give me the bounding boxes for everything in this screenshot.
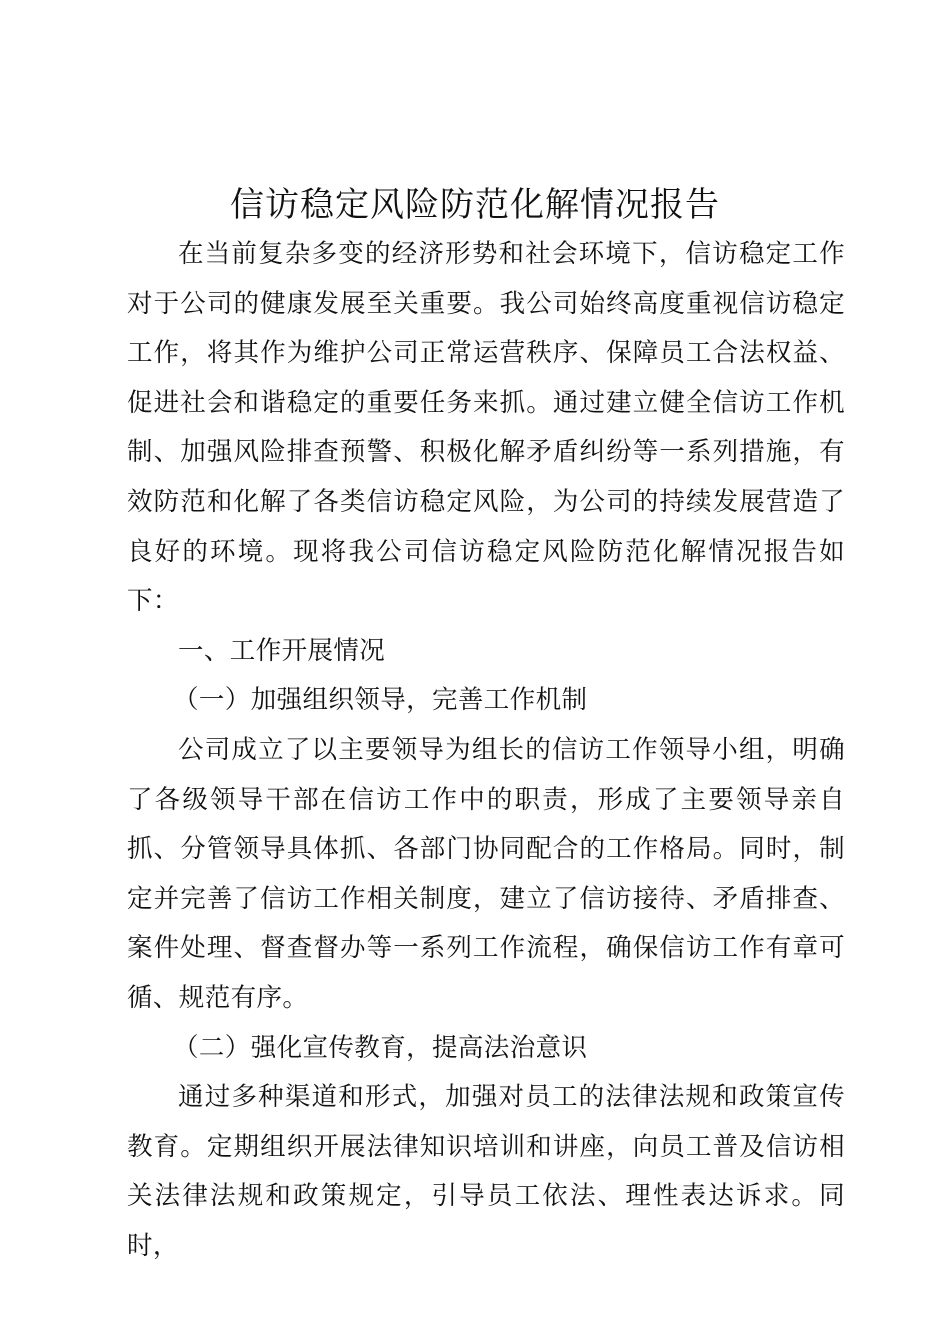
subsection-heading-2: （二）强化宣传教育，提高法治意识	[173, 1032, 588, 1063]
section-heading-1: 一、工作开展情况	[178, 635, 386, 666]
subsection-heading-1: （一）加强组织领导，完善工作机制	[173, 685, 588, 716]
document-body	[127, 230, 845, 1271]
subsection-1-paragraph: 公司成立了以主要领导为组长的信访工作领导小组，明确了各级领导干部在信访工作中的职责，形成了主要领导亲自抓、分管领导具体抓、各部门协同配合的工作格局。同时，制定并完善了信访工作相关制度，建立了信访接待、矛盾排查、案件处理、督查督办等一系列工作流程，确保信访工作有章可循、规范有序。	[127, 734, 845, 1013]
intro-paragraph: 在当前复杂多变的经济形势和社会环境下，信访稳定工作对于公司的健康发展至关重要。我公司始终高度重视信访稳定工作，将其作为维护公司正常运营秩序、保障员工合法权益、促进社会和谐稳定的重要任务来抓。通过建立健全信访工作机制、加强风险排查预警、积极化解矛盾纠纷等一系列措施，有效防范和化解了各类信访稳定风险，为公司的持续发展营造了良好的环境。现将我公司信访稳定风险防范化解情况报告如下：	[127, 239, 845, 617]
document-title: 信访稳定风险防范化解情况报告	[230, 185, 720, 225]
subsection-2-paragraph: 通过多种渠道和形式，加强对员工的法律法规和政策宣传教育。定期组织开展法律知识培训和讲座，向员工普及信访相关法律法规和政策规定，引导员工依法、理性表达诉求。同时，	[127, 1082, 845, 1261]
